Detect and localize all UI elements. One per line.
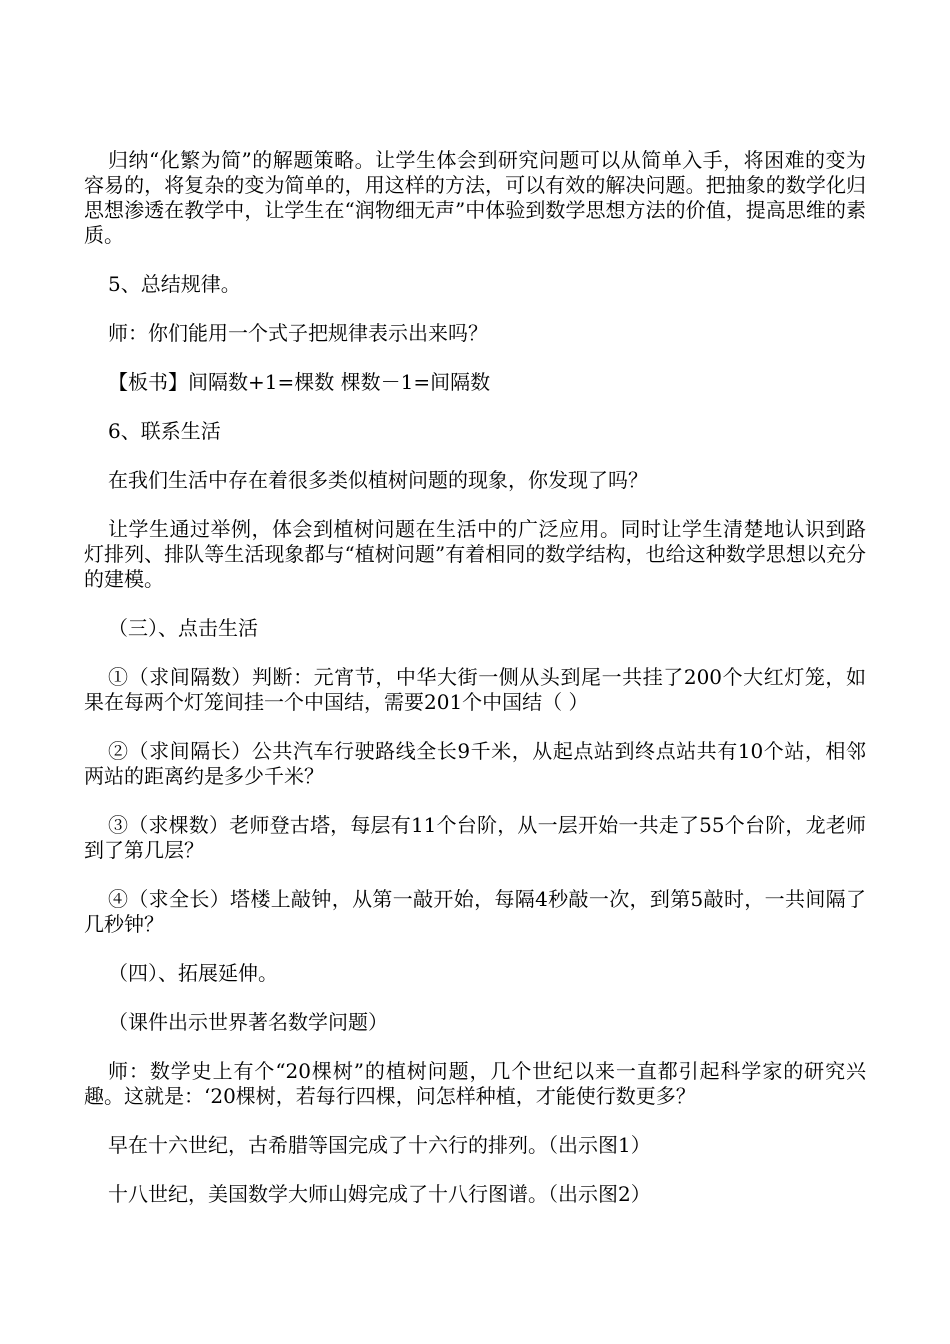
exercise-3: ③（求棵数）老师登古塔，每层有11个台阶，从一层开始一共走了55个台阶，龙老师到了第几层？ xyxy=(84,813,866,862)
document-body xyxy=(84,148,866,1231)
paragraph-eighteenth-century: 十八世纪，美国数学大师山姆完成了十八行图谱。（出示图2） xyxy=(108,1182,651,1206)
paragraph-examples: 让学生通过举例，体会到植树问题在生活中的广泛应用。同时让学生清楚地认识到路灯排列、排队等生活现象都与“植树问题”有着相同的数学结构，也给这种数学思想以充分的建模。 xyxy=(84,517,866,591)
exercise-4: ④（求全长）塔楼上敲钟，从第一敲开始，每隔4秒敲一次，到第5敲时，一共间隔了几秒钟？ xyxy=(84,887,866,936)
paragraph-sixteenth-century: 早在十六世纪，古希腊等国完成了十六行的排列。（出示图1） xyxy=(108,1133,651,1157)
heading-section-four: （四）、拓展延伸。 xyxy=(108,961,278,985)
paragraph-life-question: 在我们生活中存在着很多类似植树问题的现象，你发现了吗？ xyxy=(108,468,648,492)
paragraph-teacher-question: 师：你们能用一个式子把规律表示出来吗？ xyxy=(108,321,488,345)
paragraph-blackboard-formula: 【板书】间隔数+1=棵数 棵数－1=间隔数 xyxy=(108,370,491,394)
paragraph-twenty-trees: 师：数学史上有个“20棵树”的植树问题，几个世纪以来一直都引起科学家的研究兴趣。这就是：‘20棵树，若每行四棵，问怎样种植，才能使行数更多？ xyxy=(84,1059,866,1108)
exercise-2: ②（求间隔长）公共汽车行驶路线全长9千米，从起点站到终点站共有10个站，相邻两站的距离约是多少千米？ xyxy=(84,739,866,788)
paragraph-courseware-note: （课件出示世界著名数学问题） xyxy=(108,1010,388,1034)
heading-connect-life: 6、联系生活 xyxy=(108,419,221,443)
exercise-1: ①（求间隔数）判断：元宵节，中华大街一侧从头到尾一共挂了200个大红灯笼，如果在每两个灯笼间挂一个中国结，需要201个中国结（ ） xyxy=(84,665,866,714)
heading-section-three: （三）、点击生活 xyxy=(108,616,258,640)
heading-summarize-rule: 5、总结规律。 xyxy=(108,272,241,296)
paragraph-strategy-summary: 归纳“化繁为简”的解题策略。让学生体会到研究问题可以从简单入手，将困难的变为容易的，将复杂的变为简单的，用这样的方法，可以有效的解决问题。把抽象的数学化归思想渗透在教学中，让学生在“润物细无声”中体验到数学思想方法的价值，提高思维的素质。 xyxy=(84,148,866,247)
